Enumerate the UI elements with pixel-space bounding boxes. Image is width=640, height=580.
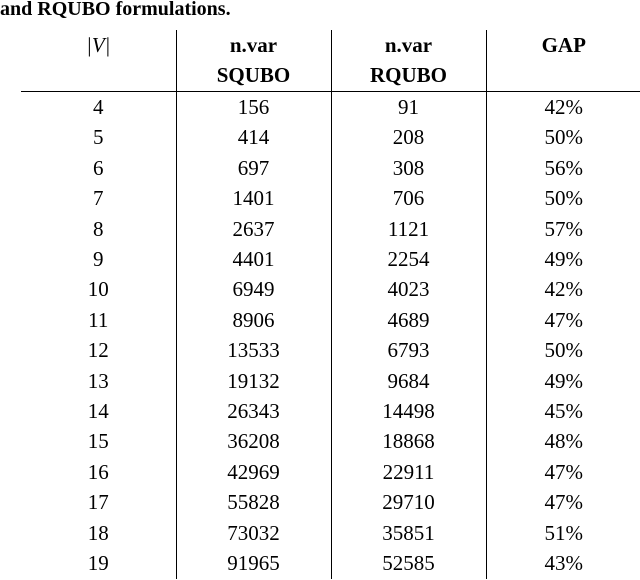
cell-gap: 47%	[486, 457, 640, 487]
table-row	[21, 214, 640, 244]
cell-nvar-rqubo: 22911	[331, 457, 486, 487]
cell-gap: 43%	[486, 548, 640, 578]
cell-vertices: 14	[87, 399, 109, 424]
cell-vertices: 19	[87, 551, 109, 576]
header-vertices	[21, 30, 176, 92]
table-row	[21, 153, 640, 183]
cell-gap: 48%	[486, 426, 640, 456]
header-nvar-rqubo	[331, 30, 486, 92]
header-line: n.var	[384, 33, 433, 57]
cell-nvar-rqubo: 29710	[331, 487, 486, 517]
cell-vertices: 5	[93, 125, 104, 150]
cell-vertices: 17	[87, 490, 109, 515]
cell-nvar-squbo: 697	[176, 153, 331, 183]
cell-nvar-rqubo: 91	[331, 92, 486, 123]
cell-vertices: 13	[87, 368, 109, 393]
table-row	[21, 244, 640, 274]
table-row	[21, 548, 640, 578]
cell-nvar-squbo: 13533	[176, 335, 331, 365]
header-line: |V|	[86, 33, 111, 57]
cell-nvar-rqubo: 1121	[331, 214, 486, 244]
cell-gap: 42%	[486, 92, 640, 123]
cell-nvar-rqubo: 208	[331, 122, 486, 152]
cell-vertices: 16	[87, 459, 109, 484]
table-row	[21, 122, 640, 152]
cell-nvar-squbo: 91965	[176, 548, 331, 578]
header-line: GAP	[541, 33, 586, 57]
cell-vertices: 12	[87, 338, 109, 363]
cell-vertices: 8	[93, 216, 104, 241]
cell-vertices: 15	[87, 429, 109, 454]
cell-gap: 49%	[486, 366, 640, 396]
cell-vertices: 18	[87, 520, 109, 545]
table-row	[21, 426, 640, 456]
cell-nvar-squbo: 26343	[176, 396, 331, 426]
cell-nvar-rqubo: 308	[331, 153, 486, 183]
cell-gap: 56%	[486, 153, 640, 183]
cell-nvar-squbo: 4401	[176, 244, 331, 274]
header-line: n.var	[229, 33, 278, 57]
header-gap	[486, 30, 640, 92]
table-row	[21, 457, 640, 487]
table-row	[21, 487, 640, 517]
cell-nvar-rqubo: 2254	[331, 244, 486, 274]
cell-vertices: 4	[93, 95, 104, 119]
cell-nvar-squbo: 42969	[176, 457, 331, 487]
table-row	[21, 366, 640, 396]
table-row	[21, 305, 640, 335]
cell-nvar-squbo: 1401	[176, 183, 331, 213]
cell-nvar-squbo: 156	[176, 92, 331, 123]
header-line: RQUBO	[369, 63, 447, 87]
cell-gap: 50%	[486, 183, 640, 213]
cell-nvar-rqubo: 9684	[331, 366, 486, 396]
cell-nvar-squbo: 55828	[176, 487, 331, 517]
table-body	[21, 92, 640, 579]
cell-nvar-rqubo: 18868	[331, 426, 486, 456]
cell-nvar-squbo: 36208	[176, 426, 331, 456]
cell-gap: 51%	[486, 518, 640, 548]
header-nvar-squbo	[176, 30, 331, 92]
cell-nvar-squbo: 2637	[176, 214, 331, 244]
cell-nvar-rqubo: 4689	[331, 305, 486, 335]
cell-nvar-rqubo: 4023	[331, 274, 486, 304]
cell-nvar-rqubo: 6793	[331, 335, 486, 365]
cell-gap: 49%	[486, 244, 640, 274]
cell-nvar-squbo: 73032	[176, 518, 331, 548]
header-row	[21, 30, 640, 92]
cell-vertices: 7	[93, 186, 104, 211]
cell-nvar-rqubo: 706	[331, 183, 486, 213]
cell-nvar-rqubo: 35851	[331, 518, 486, 548]
cell-nvar-rqubo: 52585	[331, 548, 486, 578]
cell-nvar-rqubo: 14498	[331, 396, 486, 426]
cell-nvar-squbo: 8906	[176, 305, 331, 335]
table-row	[21, 274, 640, 304]
cell-gap: 47%	[486, 305, 640, 335]
table-row	[21, 518, 640, 548]
cell-vertices: 9	[93, 247, 104, 272]
cell-vertices: 6	[93, 155, 104, 180]
table-row	[21, 183, 640, 213]
cell-vertices: 10	[87, 277, 109, 302]
cell-gap: 50%	[486, 122, 640, 152]
cell-gap: 47%	[486, 487, 640, 517]
cell-nvar-squbo: 414	[176, 122, 331, 152]
cell-vertices: 11	[88, 307, 109, 332]
results-table	[21, 30, 640, 579]
cell-gap: 50%	[486, 335, 640, 365]
table-caption: and RQUBO formulations.	[0, 0, 231, 20]
cell-nvar-squbo: 19132	[176, 366, 331, 396]
cell-gap: 45%	[486, 396, 640, 426]
header-line: SQUBO	[216, 63, 291, 87]
cell-gap: 57%	[486, 214, 640, 244]
table-row	[21, 92, 640, 123]
cell-nvar-squbo: 6949	[176, 274, 331, 304]
table-row	[21, 396, 640, 426]
cell-gap: 42%	[486, 274, 640, 304]
table-row	[21, 335, 640, 365]
